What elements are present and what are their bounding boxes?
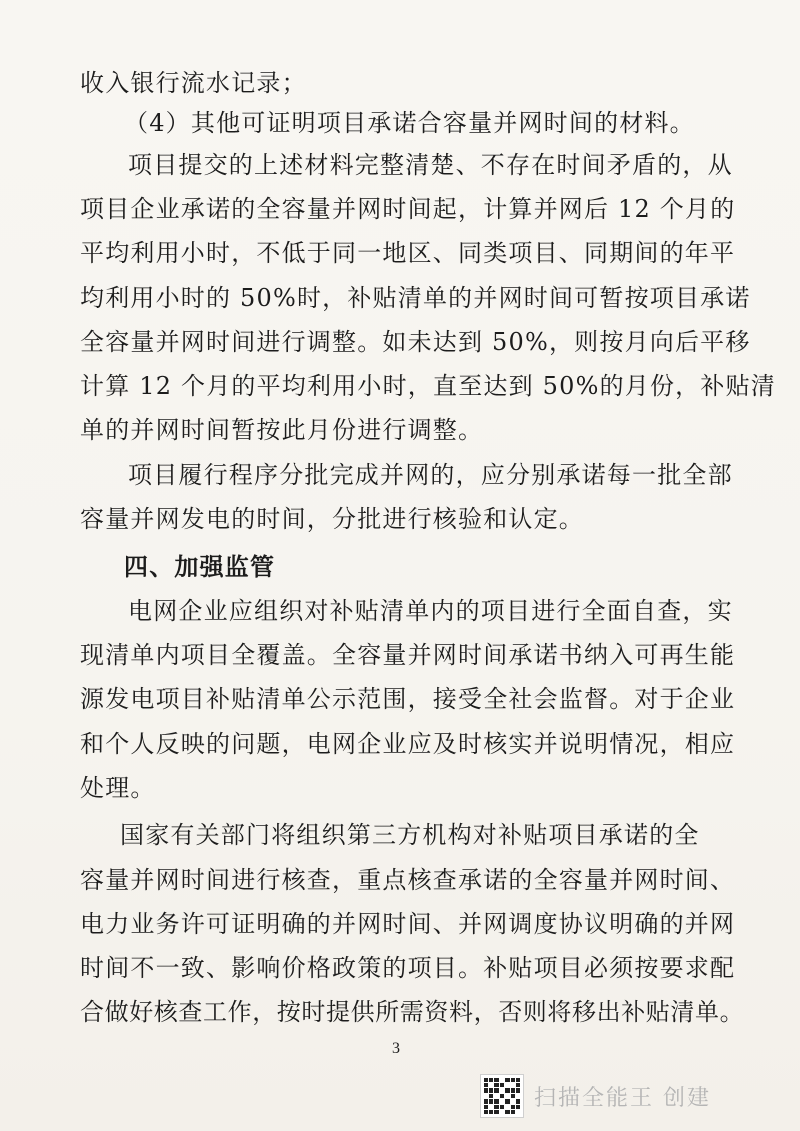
text-line: 源发电项目补贴清单公示范围，接受全社会监督。对于企业: [80, 685, 736, 713]
text-line: 和个人反映的问题，电网企业应及时核实并说明情况，相应: [80, 730, 736, 758]
qr-code-icon: [480, 1074, 524, 1118]
text-line: 时间不一致、影响价格政策的项目。补贴项目必须按要求配: [80, 954, 736, 982]
text-line: 容量并网发电的时间，分批进行核验和认定。: [80, 505, 584, 533]
section-heading: 四、加强监管: [124, 552, 276, 581]
paragraph-start: 国家有关部门将组织第三方机构对补贴项目承诺的全: [120, 821, 700, 849]
text-line: 电力业务许可证明确的并网时间、并网调度协议明确的并网: [80, 910, 736, 938]
page-number: 3: [392, 1040, 400, 1057]
text-line: 均利用小时的 50%时，补贴清单的并网时间可暂按项目承诺: [80, 284, 751, 312]
text-line: 现清单内项目全覆盖。全容量并网时间承诺书纳入可再生能: [80, 641, 736, 669]
text-line: 计算 12 个月的平均利用小时，直至达到 50%的月份，补贴清: [80, 372, 776, 400]
scanner-watermark: [480, 1072, 711, 1120]
watermark-text: 扫描全能王 创建: [534, 1085, 711, 1111]
text-line: 处理。: [80, 774, 156, 802]
text-line: 全容量并网时间进行调整。如未达到 50%，则按月向后平移: [80, 328, 751, 356]
text-line: 容量并网时间进行核查，重点核查承诺的全容量并网时间、: [80, 866, 736, 894]
text-line: 平均利用小时，不低于同一地区、同类项目、同期间的年平: [80, 239, 736, 267]
text-line: 合做好核查工作，按时提供所需资料，否则将移出补贴清单。: [80, 998, 745, 1026]
paragraph-start: 项目提交的上述材料完整清楚、不存在时间矛盾的，从: [128, 151, 733, 179]
text-line: 单的并网时间暂按此月份进行调整。: [80, 416, 484, 444]
paragraph-start: 项目履行程序分批完成并网的，应分别承诺每一批全部: [128, 461, 733, 489]
text-line: 收入银行流水记录；: [80, 69, 307, 97]
text-line: 项目企业承诺的全容量并网时间起，计算并网后 12 个月的: [80, 195, 736, 223]
text-line: （4）其他可证明项目承诺合容量并网时间的材料。: [124, 109, 695, 137]
paragraph-start: 电网企业应组织对补贴清单内的项目进行全面自查，实: [128, 597, 733, 625]
